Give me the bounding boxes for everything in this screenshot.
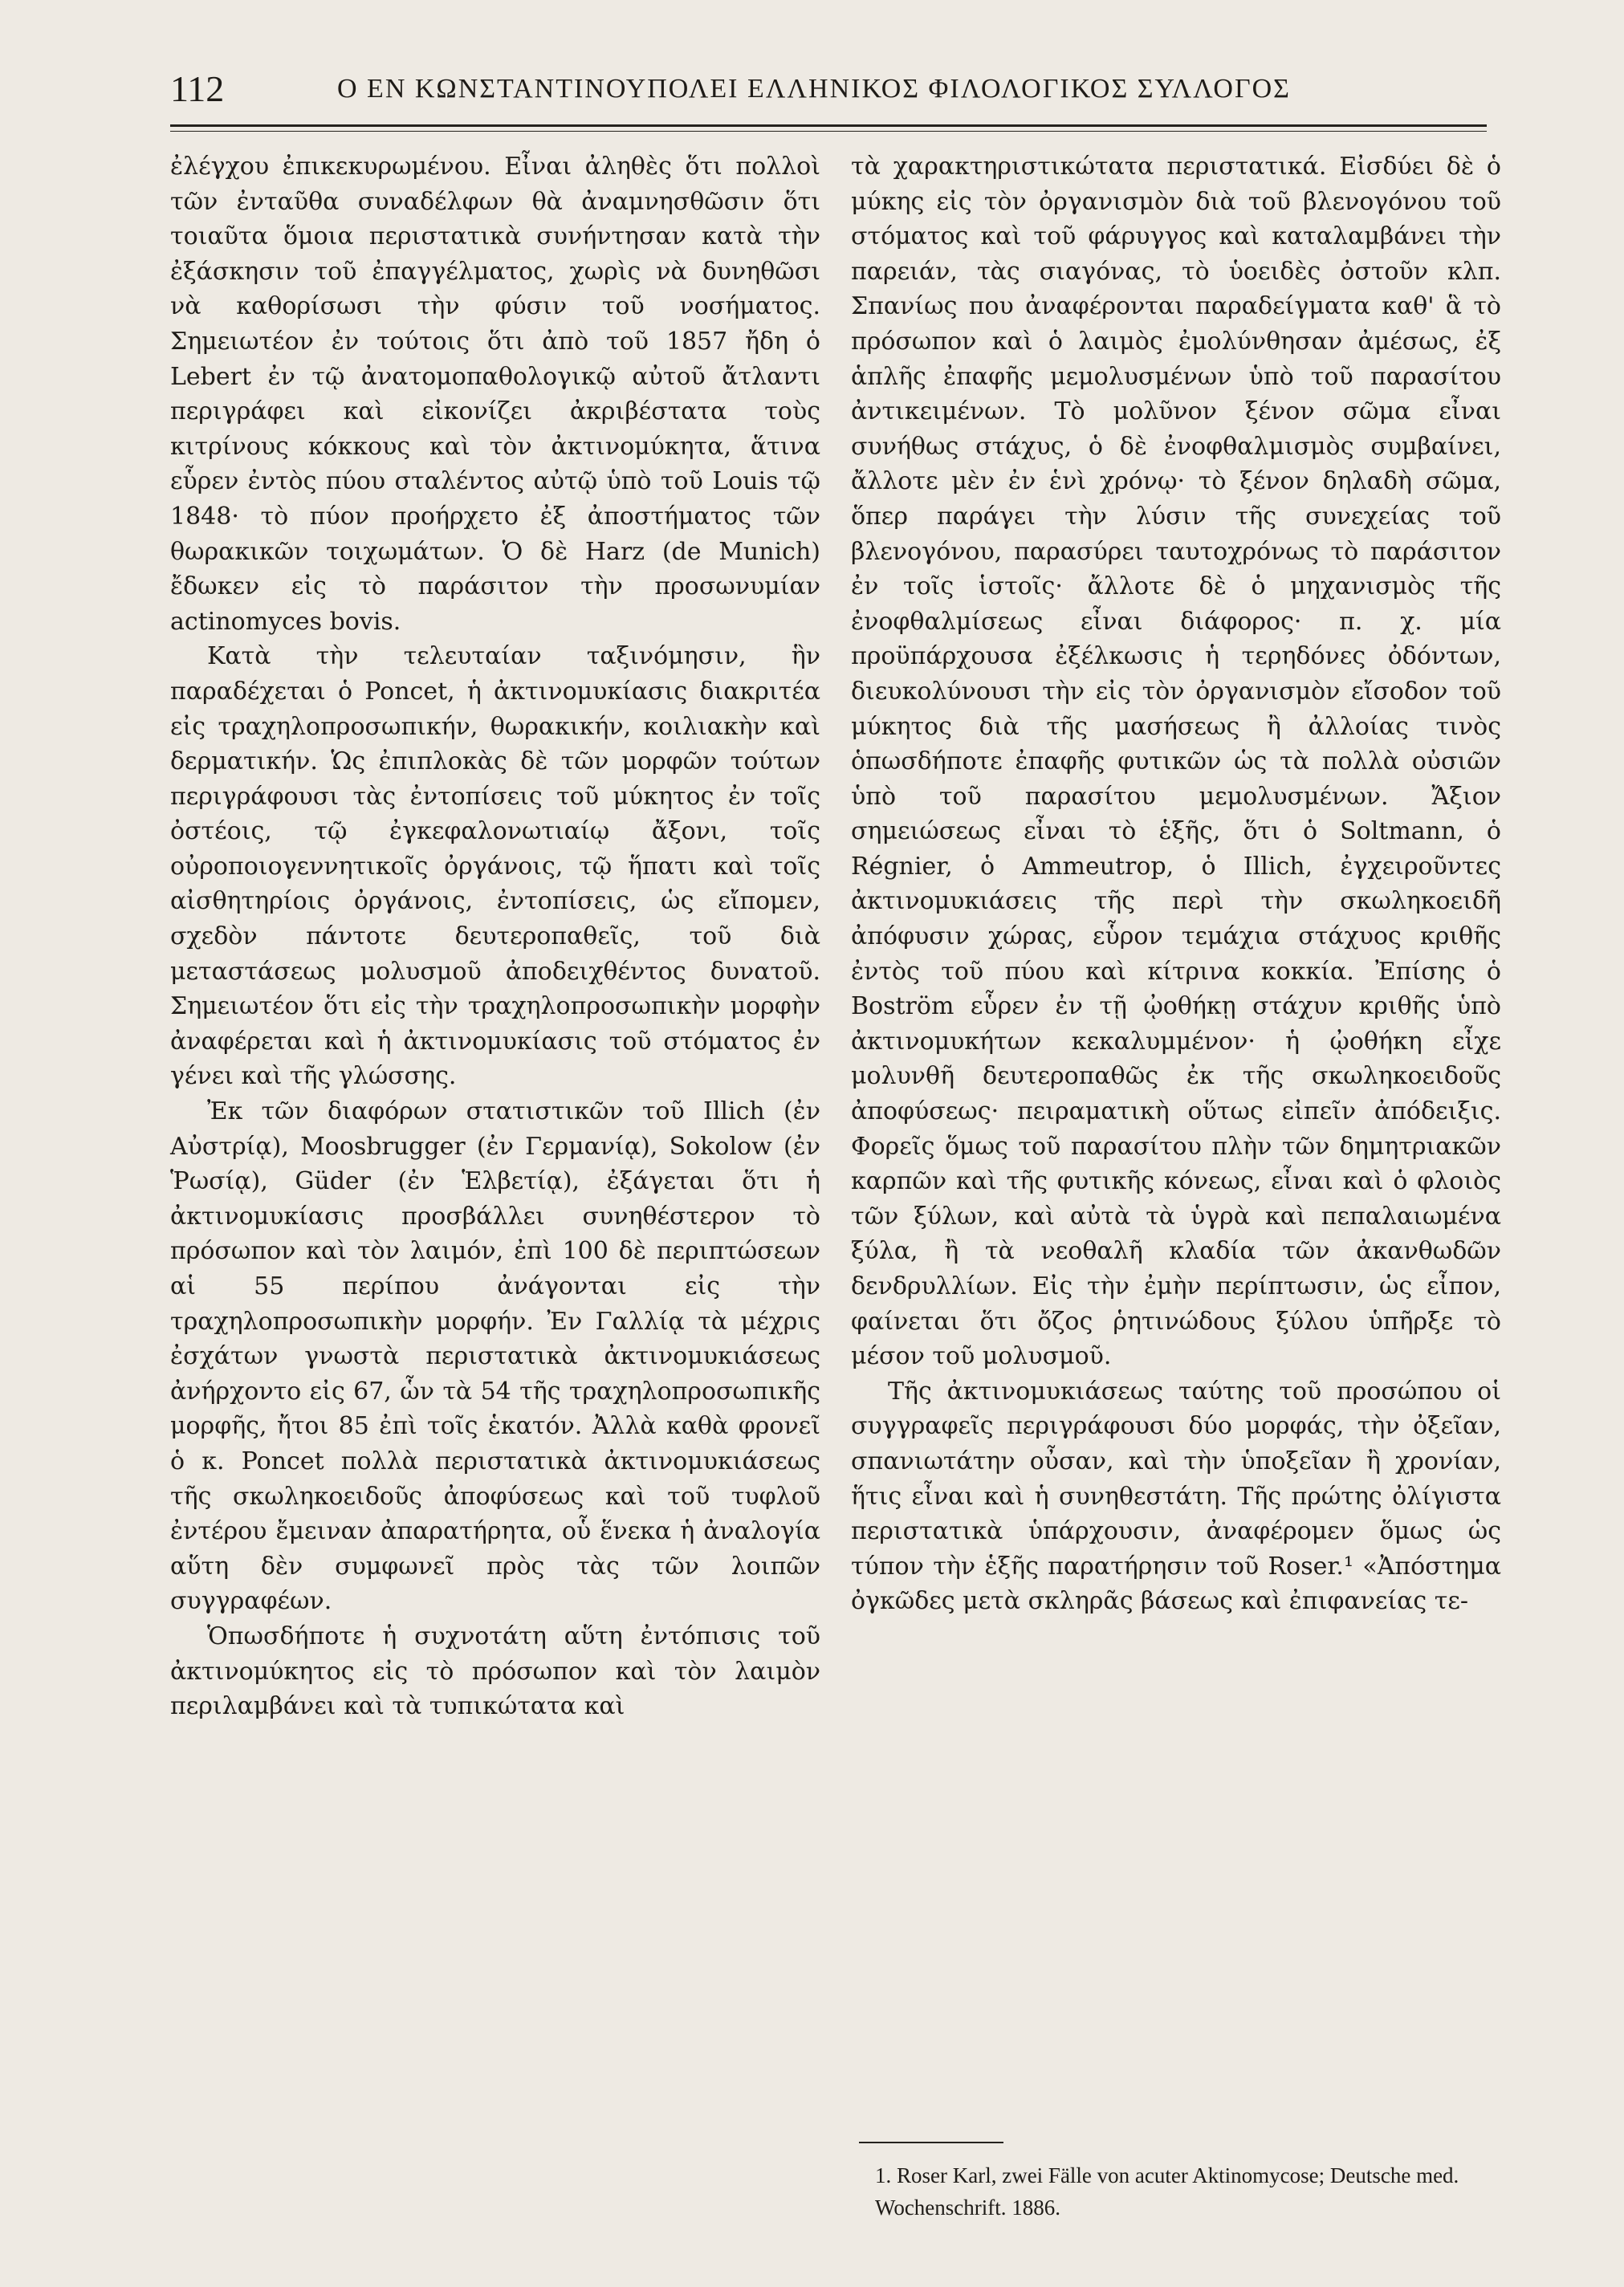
paragraph: Κατὰ τὴν τελευταίαν ταξινόμησιν, ἣν παραδέχεται ὁ Poncet, ἡ ἀκτινομυκίασις διακριτέα εἰς τραχηλοπροσωπικήν, θωρακικήν, κοιλιακὴν καὶ δερματικήν. Ὡς ἐπιπλοκὰς δὲ τῶν μορφῶν τούτων περιγράφουσι τὰς ἐντοπίσεις τοῦ μύκητος ἐν τοῖς ὀστέοις, τῷ ἐγκεφαλονωτιαίῳ ἄξονι, τοῖς οὐροποιογεννητικοῖς ὀργάνοις, τῷ ἥπατι καὶ τοῖς αἰσθητηρίοις ὀργάνοις, ἐντοπίσεις, ὡς εἴπομεν, σχεδὸν πάντοτε δευτεροπαθεῖς, τοῦ διὰ μεταστάσεως μολυσμοῦ ἀποδειχθέντος δυνατοῦ. Σημειωτέον ὅτι εἰς τὴν τραχηλοπροσωπικὴν μορφὴν ἀναφέρεται καὶ ἡ ἀκτινομυκίασις τοῦ στόματος ἐν γένει καὶ τῆς γλώσσης. [170,642,820,1091]
footnote-rule [859,2142,1003,2143]
header-rule-thin [170,131,1487,132]
paragraph: Τῆς ἀκτινομυκιάσεως ταύτης τοῦ προσώπου οἱ συγγραφεῖς περιγράφουσι δύο μορφάς, τὴν ὀξεῖαν, σπανιωτάτην οὖσαν, καὶ τὴν ὑποξεῖαν ἢ χρονίαν, ἥτις εἶναι καὶ ἡ συνηθεστάτη. Τῆς πρώτης ὀλίγιστα περιστατικὰ ὑπάρχουσιν, ἀναφέρομεν ὅμως ὡς τύπον τὴν ἑξῆς παρατήρησιν τοῦ Roser.¹ «Ἀπόστημα ὀγκῶδες μετὰ σκληρᾶς βάσεως καὶ ἐπιφανείας τε- [851,1377,1501,1616]
header-rule [170,124,1487,127]
left-column [170,149,820,1724]
paragraph: Ὁπωσδήποτε ἡ συχνοτάτη αὕτη ἐντόπισις τοῦ ἀκτινομύκητος εἰς τὸ πρόσωπον καὶ τὸν λαιμὸν περιλαμβάνει καὶ τὰ τυπικώτατα καὶ [170,1622,820,1721]
paragraph: Ἐκ τῶν διαφόρων στατιστικῶν τοῦ Illich (ἐν Αὐστρίᾳ), Moosbrugger (ἐν Γερμανίᾳ), Sokolow (ἐν Ῥωσίᾳ), Güder (ἐν Ἑλβετίᾳ), ἐξάγεται ὅτι ἡ ἀκτινομυκίασις προσβάλλει συνηθέστερον τὸ πρόσωπον καὶ τὸν λαιμόν, ἐπὶ 100 δὲ περιπτώσεων αἱ 55 περίπου ἀνάγονται εἰς τὴν τραχηλοπροσωπικὴν μορφήν. Ἐν Γαλλίᾳ τὰ μέχρις ἐσχάτων γνωστὰ περιστατικὰ ἀκτινομυκιάσεως ἀνήρχοντο εἰς 67, ὧν τὰ 54 τῆς τραχηλοπροσωπικῆς μορφῆς, ἤτοι 85 ἐπὶ τοῖς ἑκατόν. Ἀλλὰ καθὰ φρονεῖ ὁ κ. Poncet πολλὰ περιστατικὰ ἀκτινομυκιάσεως τῆς σκωληκοειδοῦς ἀποφύσεως καὶ τοῦ τυφλοῦ ἐντέρου ἔμειναν ἀπαρατήρητα, οὗ ἕνεκα ἡ ἀναλογία αὕτη δὲν συμφωνεῖ πρὸς τὰς τῶν λοιπῶν συγγραφέων. [170,1097,820,1616]
paragraph: ἐλέγχου ἐπικεκυρωμένου. Εἶναι ἀληθὲς ὅτι πολλοὶ τῶν ἐνταῦθα συναδέλφων θὰ ἀναμνησθῶσιν ὅτι τοιαῦτα ὅμοια περιστατικὰ συνήντησαν κατὰ τὴν ἐξάσκησιν τοῦ ἐπαγγέλματος, χωρὶς νὰ δυνηθῶσι νὰ καθορίσωσι τὴν φύσιν τοῦ νοσήματος. Σημειωτέον ἐν τούτοις ὅτι ἀπὸ τοῦ 1857 ἤδη ὁ Lebert ἐν τῷ ἀνατομοπαθολογικῷ αὐτοῦ ἄτλαντι περιγράφει καὶ εἰκονίζει ἀκριβέστατα τοὺς κιτρίνους κόκκους καὶ τὸν ἀκτινομύκητα, ἅτινα εὗρεν ἐντὸς πύου σταλέντος αὐτῷ ὑπὸ τοῦ Louis τῷ 1848· τὸ πύον προήρχετο ἐξ ἀποστήματος τῶν θωρακικῶν τοιχωμάτων. Ὁ δὲ Harz (de Munich) ἔδωκεν εἰς τὸ παράσιτον τὴν προσωνυμίαν actinomyces bovis. [170,153,820,636]
running-title: Ο ΕΝ ΚΩΝΣΤΑΝΤΙΝΟΥΠΟΛΕΙ ΕΛΛΗΝΙΚΟΣ ΦΙΛΟΛΟΓΙΚΟΣ ΣΥΛΛΟΓΟΣ [337,74,1291,104]
page-number: 112 [170,68,225,109]
right-column [851,149,1501,1619]
footnote [875,2159,1469,2224]
footnote-text: 1. Roser Karl, zwei Fälle von acuter Aktinomycose; Deutsche med. Wochenschrift. 1886. [875,2163,1459,2220]
paragraph: τὰ χαρακτηριστικώτατα περιστατικά. Εἰσδύει δὲ ὁ μύκης εἰς τὸν ὀργανισμὸν διὰ τοῦ βλενογόνου τοῦ στόματος καὶ τοῦ φάρυγγος καὶ καταλαμβάνει τὴν παρειάν, τὰς σιαγόνας, τὸ ὑοειδὲς ὀστοῦν κλπ. Σπανίως που ἀναφέρονται παραδείγματα καθ' ἃ τὸ πρόσωπον καὶ ὁ λαιμὸς ἐμολύνθησαν ἀμέσως, ἐξ ἁπλῆς ἐπαφῆς μεμολυσμένων ὑπὸ τοῦ παρασίτου ἀντικειμένων. Τὸ μολῦνον ξένον σῶμα εἶναι συνήθως στάχυς, ὁ δὲ ἐνοφθαλμισμὸς συμβαίνει, ἄλλοτε μὲν ἐν ἑνὶ χρόνῳ· τὸ ξένον δηλαδὴ σῶμα, ὅπερ παράγει τὴν λύσιν τῆς συνεχείας τοῦ βλενογόνου, παρασύρει ταυτοχρόνως τὸ παράσιτον ἐν τοῖς ἱστοῖς· ἄλλοτε δὲ ὁ μηχανισμὸς τῆς ἐνοφθαλμίσεως εἶναι διάφορος· π. χ. μία προϋπάρχουσα ἐξέλκωσις ἡ τερηδόνες ὀδόντων, διευκολύνουσι τὴν εἰς τὸν ὀργανισμὸν εἴσοδον τοῦ μύκητος διὰ τῆς μασήσεως ἢ ἀλλοίας τινὸς ὁπωσδήποτε ἐπαφῆς φυτικῶν ὡς τὰ πολλὰ οὐσιῶν ὑπὸ τοῦ παρασίτου μεμολυσμένων. Ἄξιον σημειώσεως εἶναι τὸ ἑξῆς, ὅτι ὁ Soltmann, ὁ Régnier, ὁ Ammeutrop, ὁ Illich, ἐγχειροῦντες ἀκτινομυκιάσεις τῆς περὶ τὴν σκωληκοειδῆ ἀπόφυσιν χώρας, εὗρον τεμάχια στάχυος κριθῆς ἐντὸς τοῦ πύου καὶ κίτρινα κοκκία. Ἐπίσης ὁ Boström εὗρεν ἐν τῇ ᾠοθήκῃ στάχυν κριθῆς ὑπὸ ἀκτινομυκήτων κεκαλυμμένον· ἡ ᾠοθήκη εἶχε μολυνθῆ δευτεροπαθῶς ἐκ τῆς σκωληκοειδοῦς ἀποφύσεως· πειραματικὴ οὕτως εἰπεῖν ἀπόδειξις. Φορεῖς ὅμως τοῦ παρασίτου πλὴν τῶν δημητριακῶν καρπῶν καὶ τῆς φυτικῆς κόνεως, εἶναι καὶ ὁ φλοιὸς τῶν ξύλων, καὶ αὐτὰ τὰ ὑγρὰ καὶ πεπαλαιωμένα ξύλα, ἢ τὰ νεοθαλῆ κλαδία τῶν ἀκανθωδῶν δενδρυλλίων. Εἰς τὴν ἐμὴν περίπτωσιν, ὡς εἶπον, φαίνεται ὅτι ὄζος ῥητινώδους ξύλου ὑπῆρξε τὸ μέσον τοῦ μολυσμοῦ. [851,153,1501,1371]
